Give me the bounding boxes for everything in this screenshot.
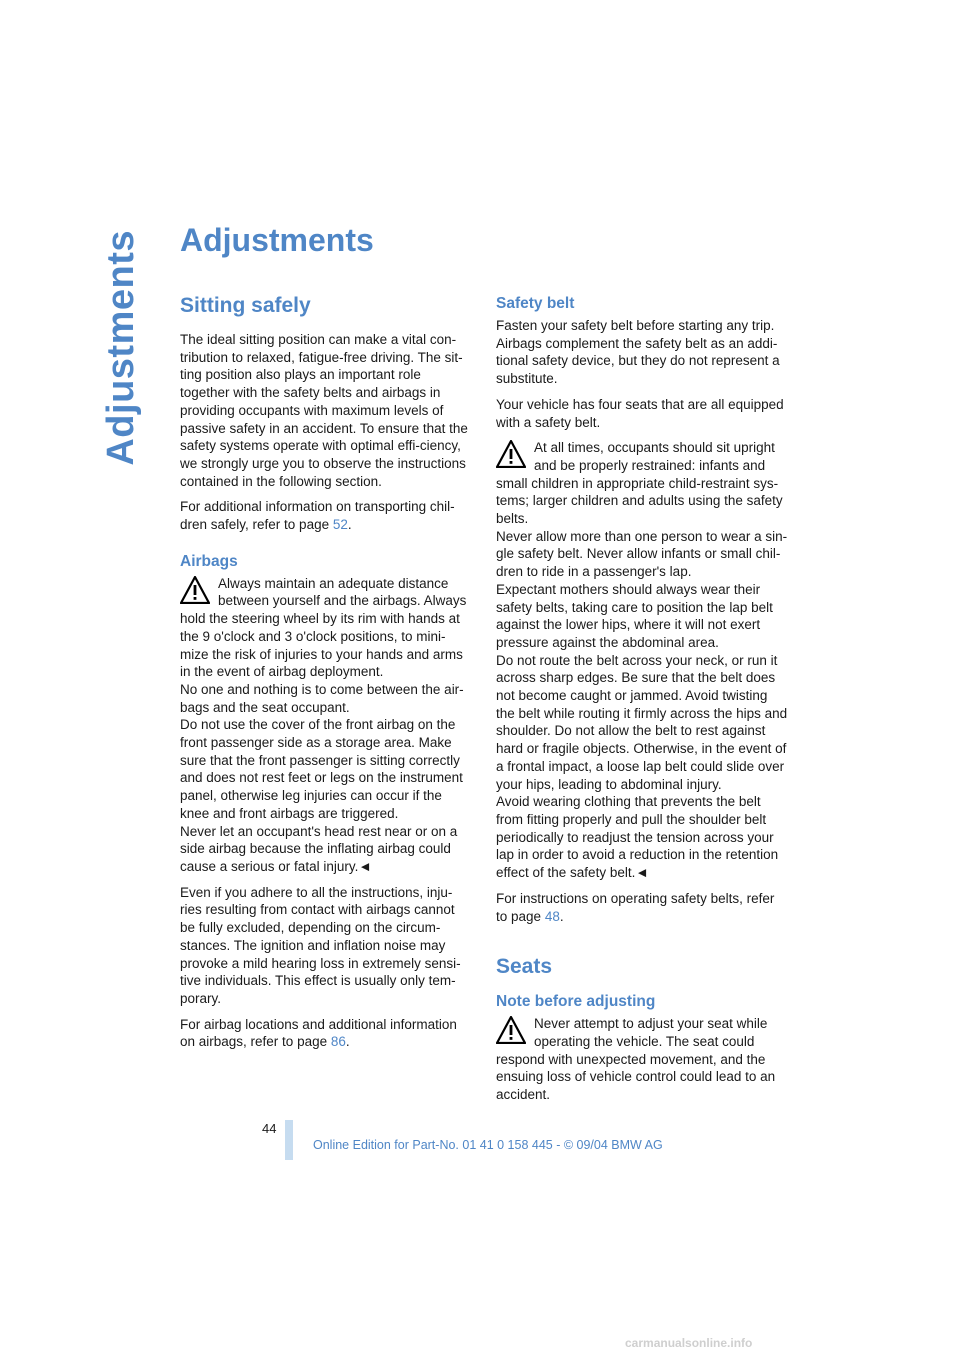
paragraph: Fasten your safety belt before starting any trip. Airbags complement the safety belt as an addi-tional safety device, but they do not represent a substitute. xyxy=(496,318,780,387)
heading-seats: Seats xyxy=(496,955,553,979)
page-title: Adjustments xyxy=(180,222,374,258)
heading-sitting-safely: Sitting safely xyxy=(180,294,311,317)
warning-triangle-icon xyxy=(180,576,210,604)
warning-text: At all times, occupants should sit upright and be properly restrained: infants and xyxy=(534,440,775,473)
page-link[interactable]: 52 xyxy=(332,517,348,533)
warning-block xyxy=(180,575,472,876)
side-tab-chapter: Adjustments xyxy=(100,230,142,466)
paragraph: For airbag locations and additional information on airbags, refer to page 86. xyxy=(180,1016,457,1050)
warning-triangle-icon xyxy=(496,440,526,468)
paragraph: For instructions on operating safety belts, refer to page 48. xyxy=(496,890,775,924)
page-link[interactable]: 86 xyxy=(330,1034,346,1050)
warning-text: hold the steering wheel by its rim with hands at the 9 o'clock and 3 o'clock positions, to mini-mize the risk of injuries to your hands and arms in the event of airbag deployment. xyxy=(180,611,463,680)
paragraph: The ideal sitting position can make a vital con-tribution to relaxed, fatigue-free driving. The sit-ting position also plays an important role together with the safety belts and airbags in providing occupants with maximum levels of passive safety in an accident. To ensure that the safety systems operate with optimal effi-ciency, we strongly urge you to observe the instructions contained in the following section. xyxy=(180,332,468,489)
paragraph: Even if you adhere to all the instructions, inju-ries resulting from contact with airbags cannot be fully excluded, depending on the circum-stances. The ignition and inflation noise may provoke a mild hearing loss in extremely sensi-tive individuals. This effect is usually only tem-porary. xyxy=(180,884,461,1006)
warning-text: Avoid wearing clothing that prevents the belt from fitting properly and pull the shoulder belt periodically to readjust the tension across your lap in order to avoid a reduction in the retention effect of the safety belt.◄ xyxy=(496,794,779,881)
warning-text: Never let an occupant's head rest near or on a side airbag because the inflating airbag could cause a serious or fatal injury.◄ xyxy=(180,823,458,874)
warning-text: respond with unexpected movement, and the ensuing loss of vehicle control could lead to an accident. xyxy=(496,1051,776,1103)
warning-text: Always maintain an adequate distance between yourself and the airbags. Always xyxy=(218,575,467,609)
warning-triangle-icon xyxy=(496,1016,526,1044)
paragraph: Your vehicle has four seats that are all equipped with a safety belt. xyxy=(496,396,784,430)
footer-edition-text: Online Edition for Part-No. 01 41 0 158 445 - © 09/04 BMW AG xyxy=(313,1138,663,1152)
warning-text: Do not route the belt across your neck, or run it across sharp edges. Be sure that the belt does not become caught or jammed. Avoid twisting the belt while routing it firmly across the hips and shoulder. Do not allow the belt to rest against hard or fragile objects. Otherwise, in the event of a frontal impact, a loose lap belt could slide over your hips, leading to abdominal injury. xyxy=(496,652,788,792)
page-link[interactable]: 48 xyxy=(544,908,560,924)
warning-block xyxy=(496,439,788,882)
warning-text: Never attempt to adjust your seat while operating the vehicle. The seat could xyxy=(534,1016,768,1049)
warning-text: Never allow more than one person to wear a sin-gle safety belt. Never allow infants or small chil-dren to ride in a passenger's lap. xyxy=(496,528,788,580)
heading-note-before-adjusting: Note before adjusting xyxy=(496,993,656,1011)
page-number: 44 xyxy=(262,1121,277,1136)
footer-bar xyxy=(285,1120,293,1160)
warning-text: Expectant mothers should always wear their safety belts, taking care to position the lap belt against the lower hips, where it will not exert pressure against the abdominal area. xyxy=(496,581,773,650)
warning-text: Do not use the cover of the front airbag on the front passenger side as a storage area. Make sure that the front passenger is sitting correctly and does not rest feet or legs on the instrument panel, otherwise leg injuries can occur if the knee and front airbags are triggered. xyxy=(180,717,463,821)
paragraph: For additional information on transporting chil-dren safely, refer to page 52. xyxy=(180,499,455,533)
left-column xyxy=(180,294,472,1059)
heading-safety-belt: Safety belt xyxy=(496,295,575,312)
warning-text: No one and nothing is to come between the air-bags and the seat occupant. xyxy=(180,681,464,715)
watermark: carmanualsonline.info xyxy=(625,1336,753,1350)
right-column xyxy=(496,294,788,1112)
warning-text: small children in appropriate child-restraint sys-tems; larger children and adults using the safety belts. xyxy=(496,475,783,527)
warning-block xyxy=(496,1015,788,1104)
heading-airbags: Airbags xyxy=(180,552,238,570)
